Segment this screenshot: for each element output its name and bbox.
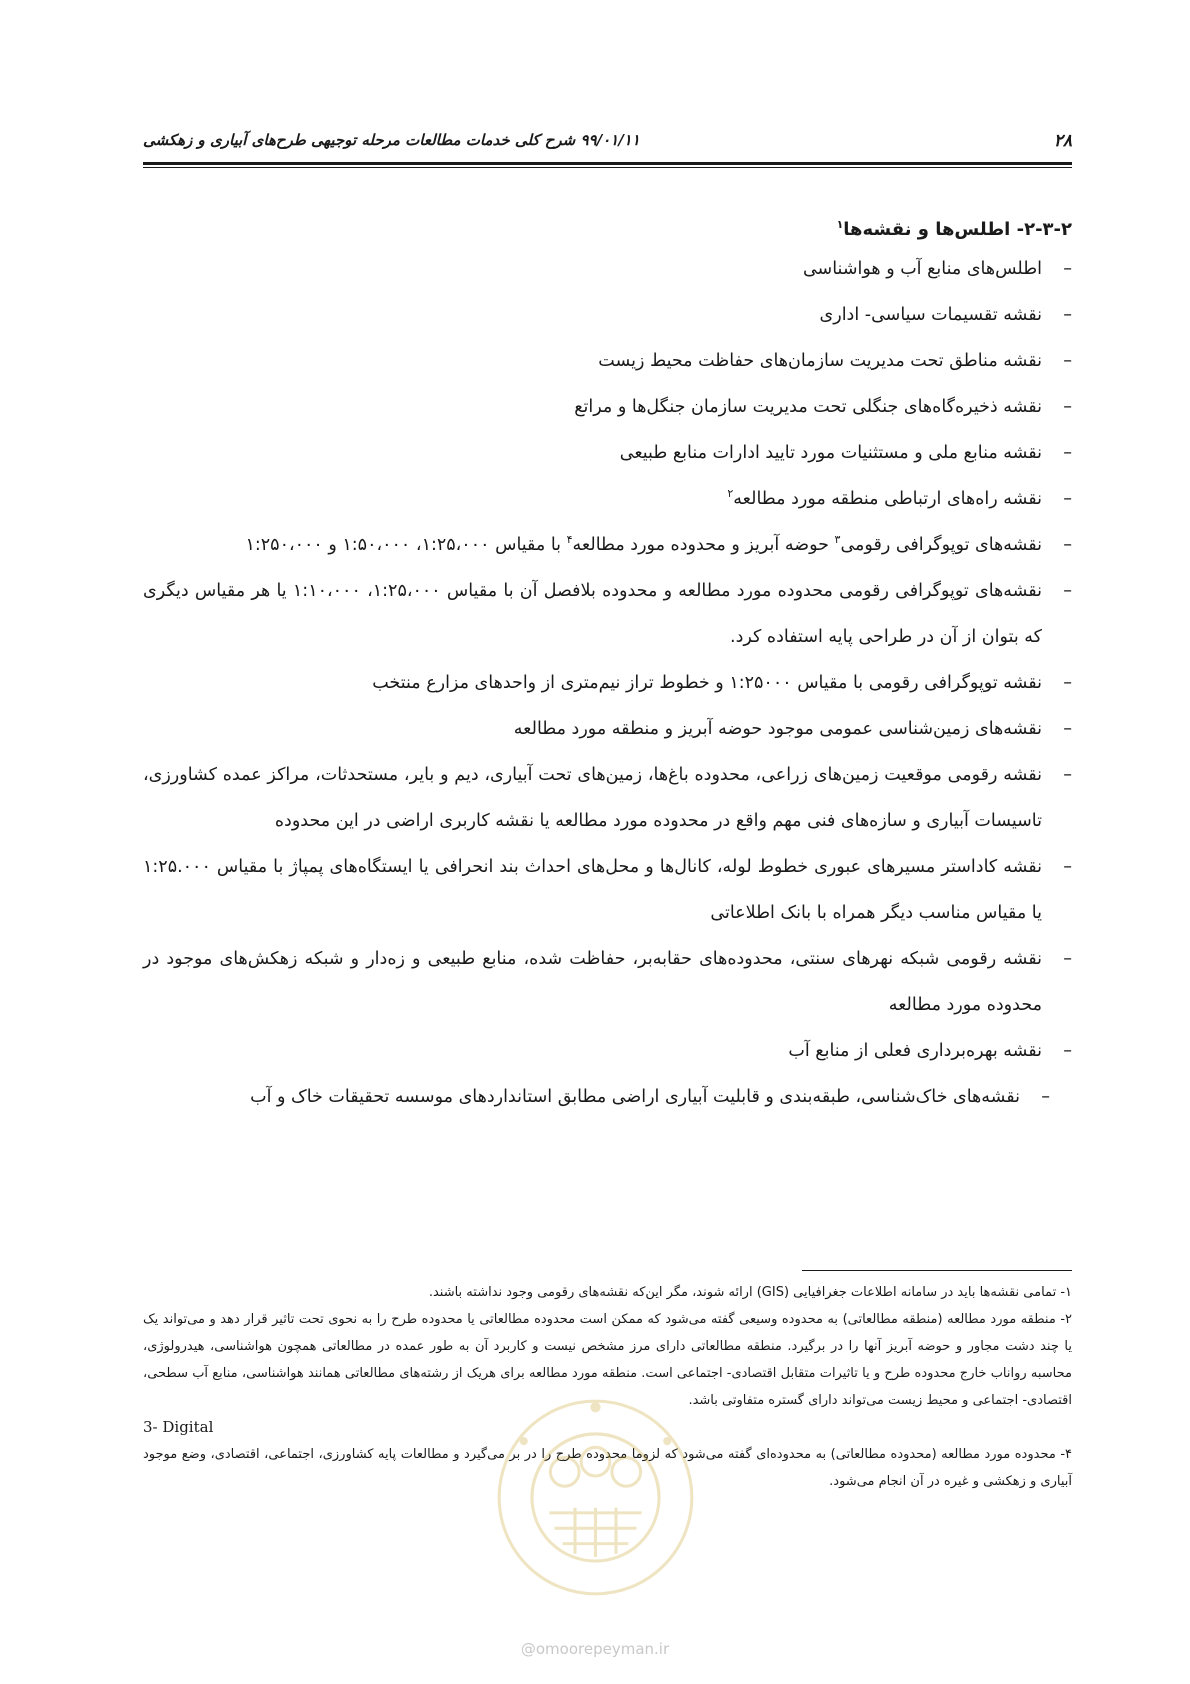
- dash-bullet: –: [1063, 489, 1072, 509]
- footnote-separator: [802, 1270, 1072, 1271]
- dash-bullet: –: [1063, 1041, 1072, 1061]
- footnote-3: 3- Digital: [143, 1418, 214, 1436]
- list-item-text: اطلس‌های منابع آب و هواشناسی: [802, 259, 1042, 279]
- list-item: [143, 522, 1072, 568]
- list-item-text: نقشه توپوگرافی رقومی با مقیاس ۱:۲۵۰۰۰ و خطوط تراز نیم‌متری از واحدهای مزارع منتخب: [372, 673, 1042, 693]
- list-item-text: نقشه رقومی شبکه نهرهای سنتی، محدوده‌های حقابه‌بر، حفاظت شده، منابع طبیعی و زه‌دار و شبکه زهکش‌های موجود در محدوده مورد مطالعه: [143, 949, 1042, 1015]
- footnote-4: ۴- محدوده مورد مطالعه (محدوده مطالعاتی) به محدوده‌ای گفته می‌شود که لزوما محدوده طرح را در بر می‌گیرد و مطالعات پایه کشاورزی، اجتماعی، اقتصادی، وضع موجود آبیاری و زهکشی و غیره در آن انجام می‌شود.: [143, 1447, 1072, 1489]
- dash-bullet: –: [1063, 581, 1072, 601]
- list-item-text: نقشه ذخیره‌گاه‌های جنگلی تحت مدیریت سازمان جنگل‌ها و مراتع: [574, 397, 1042, 417]
- list-item: [143, 660, 1072, 706]
- list-item-text: نقشه تقسیمات سیاسی- اداری: [819, 305, 1042, 325]
- list-item: [143, 752, 1072, 844]
- list-item-text: نقشه مناطق تحت مدیریت سازمان‌های حفاظت محیط زیست: [598, 351, 1042, 371]
- footnote-mark: ۳: [834, 533, 841, 547]
- footnote-mark: ۲: [727, 487, 734, 501]
- list-item-text: نقشه‌های زمین‌شناسی عمومی موجود حوضه آبریز و منطقه مورد مطالعه: [513, 719, 1042, 739]
- list-item: [143, 292, 1072, 338]
- list-item: [143, 568, 1072, 660]
- list-item: [143, 476, 1072, 522]
- dash-bullet: –: [1063, 765, 1072, 785]
- list-item: [143, 1028, 1072, 1074]
- list-item: [143, 706, 1072, 752]
- footnote-2: ۲- منطقه مورد مطالعه (منطقه مطالعاتی) به محدوده وسیعی گفته می‌شود که ممکن است محدوده مطالعاتی یا محدوده طرح را به نحوی تحت تاثیر قرار دهد و می‌تواند یک یا چند دشت مجاور و حوضه آبریز آنها را در برگیرد. منطقه مطالعاتی دارای مرز مشخص نیست و کاربرد آن به طور عمده در مطالعاتی همچون هواشناسی، هیدرولوژی، محاسبه رواناب خارج محدوده طرح و یا تاثیرات متقابل اقتصادی- اجتماعی است. منطقه مورد مطالعه برای هریک از رشته‌های مطالعاتی همانند هواشناسی، منابع آب سطحی، اقتصادی- اجتماعی و محیط زیست می‌تواند دارای گستره متفاوتی باشد.: [143, 1312, 1072, 1408]
- dash-bullet: –: [1063, 673, 1072, 693]
- section-heading: [837, 218, 1072, 240]
- list-item: [143, 430, 1072, 476]
- dash-bullet: –: [1063, 949, 1072, 969]
- running-header: [143, 128, 1072, 156]
- list-item-text: حوضه آبریز و محدوده مورد مطالعه: [572, 535, 835, 555]
- dash-bullet: –: [1063, 305, 1072, 325]
- list-item-text: نقشه رقومی موقعیت زمین‌های زراعی، محدوده باغ‌ها، زمین‌های تحت آبیاری، دیم و بایر، مستحدثات، مراکز عمده کشاورزی، تاسیسات آبیاری و سازه‌های فنی مهم واقع در محدوده مورد مطالعه یا نقشه کاربری اراضی در این محدوده: [143, 765, 1042, 831]
- list-item: [143, 936, 1072, 1028]
- list-item-text: نقشه بهره‌برداری فعلی از منابع آب: [788, 1041, 1042, 1061]
- header-rule-thick: [143, 162, 1072, 165]
- list-item-text: نقشه‌های خاک‌شناسی، طبقه‌بندی و قابلیت آبیاری اراضی مطابق استانداردهای موسسه تحقیقات خاک و آب: [250, 1087, 1020, 1107]
- list-item: [143, 338, 1072, 384]
- list-item: [143, 384, 1072, 430]
- section-heading-footnote-mark: ۱: [836, 218, 844, 231]
- list-item: [143, 1074, 1072, 1120]
- page-number: ۲۸: [1053, 131, 1072, 151]
- watermark-seal-icon: [493, 1395, 698, 1600]
- list-item-text: نقشه منابع ملی و مستثنیات مورد تایید ادارات منابع طبیعی: [619, 443, 1042, 463]
- list-item-text: نقشه‌های توپوگرافی رقومی: [840, 535, 1042, 555]
- list-item-text: با مقیاس ۱:۲۵،۰۰۰، ۱:۵۰،۰۰۰ و ۱:۲۵۰،۰۰۰: [245, 535, 567, 555]
- list-item: [143, 844, 1072, 936]
- dash-bullet: –: [1063, 397, 1072, 417]
- dash-bullet: –: [1063, 259, 1072, 279]
- watermark-url: @omoorepeyman.ir: [520, 1640, 670, 1658]
- list-item: [143, 246, 1072, 292]
- dash-bullet: –: [1063, 719, 1072, 739]
- running-title: ۹۹/۰۱/۱۱ شرح کلی خدمات مطالعات مرحله توجیهی طرح‌های آبیاری و زهکشی: [143, 131, 640, 149]
- maps-list: [143, 246, 1072, 1120]
- dash-bullet: –: [1063, 443, 1072, 463]
- dash-bullet: –: [1063, 857, 1072, 877]
- header-rule-thin: [143, 167, 1072, 168]
- dash-bullet: –: [1063, 351, 1072, 371]
- dash-bullet: –: [1041, 1087, 1050, 1107]
- footnote-mark: ۴: [566, 533, 573, 547]
- footnote-1: ۱- تمامی نقشه‌ها باید در سامانه اطلاعات جغرافیایی (GIS) ارائه شوند، مگر این‌که نقشه‌های رقومی وجود نداشته باشند.: [428, 1285, 1072, 1300]
- list-item-text: نقشه راه‌های ارتباطی منطقه مورد مطالعه: [733, 489, 1042, 509]
- list-item-text: نقشه کاداستر مسیرهای عبوری خطوط لوله، کانال‌ها و محل‌های احداث بند انحرافی یا ایستگاه‌های پمپاژ با مقیاس ۱:۲۵.۰۰۰ یا مقیاس مناسب دیگر همراه با بانک اطلاعاتی: [143, 857, 1042, 923]
- dash-bullet: –: [1063, 535, 1072, 555]
- section-heading-text: ۲-۳-۲- اطلس‌ها و نقشه‌ها: [843, 219, 1072, 240]
- list-item-text: نقشه‌های توپوگرافی رقومی محدوده مورد مطالعه و محدوده بلافصل آن با مقیاس ۱:۲۵،۰۰۰، ۱:۱۰،۰۰۰ یا هر مقیاس دیگری که بتوان از آن در طراحی پایه استفاده کرد.: [143, 581, 1042, 647]
